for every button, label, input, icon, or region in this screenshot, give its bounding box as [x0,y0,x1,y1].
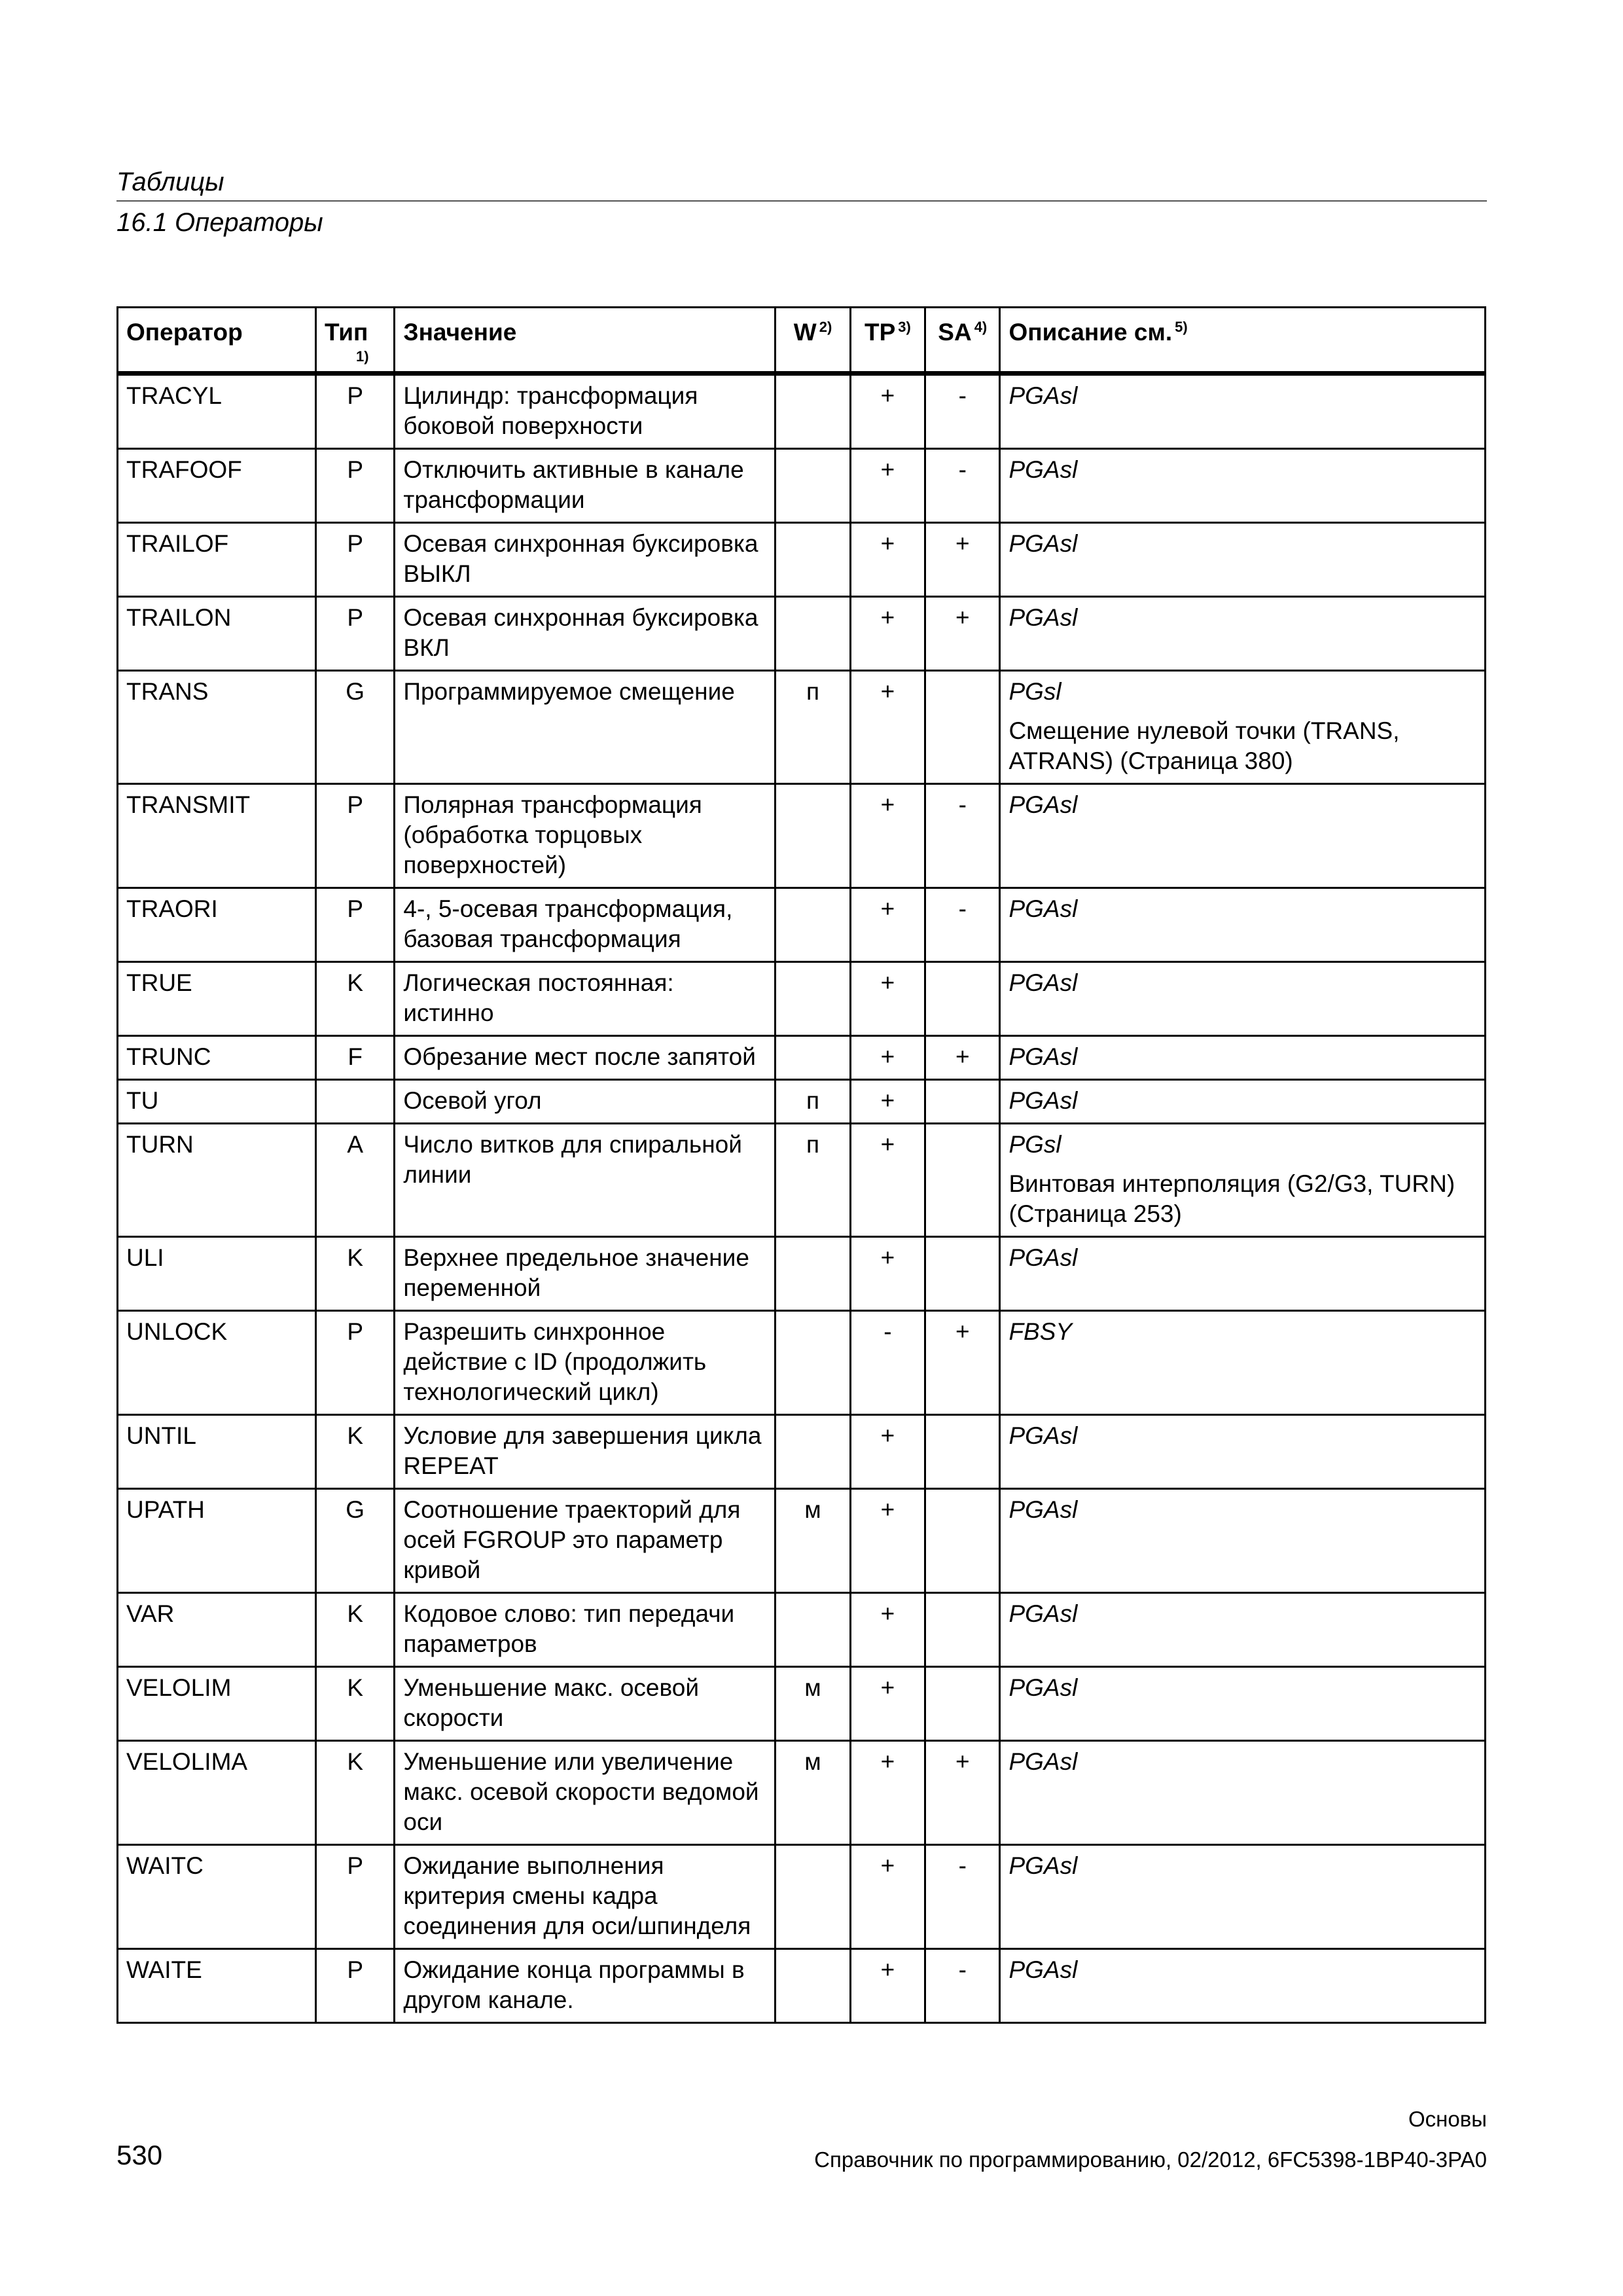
cell-tp: + [850,374,925,449]
col-desc-header [1000,308,1486,374]
table-row [118,784,1486,888]
cell-meaning: Осевая синхронная буксировка ВКЛ [395,597,776,671]
cell-description [1000,1489,1486,1593]
table-row [118,671,1486,784]
cell-w: п [776,1080,850,1124]
cell-meaning: Цилиндр: трансформация боковой поверхности [395,374,776,449]
description-link[interactable]: Смещение нулевой точки (TRANS, ATRANS) (Страница 380) [1008,717,1400,774]
description-ref: PGAsl [1008,530,1078,557]
cell-type [316,1080,395,1124]
table-row [118,1080,1486,1124]
description-ref: PGAsl [1008,1244,1078,1271]
cell-w: м [776,1741,850,1845]
cell-meaning: Логическая постоянная: истинно [395,962,776,1036]
cell-meaning: Осевая синхронная буксировка ВЫКЛ [395,523,776,597]
cell-sa: + [925,1741,1000,1845]
cell-w [776,1036,850,1080]
cell-operator: VELOLIM [118,1667,316,1741]
cell-type: K [316,962,395,1036]
col-desc-label: Описание см. [1008,319,1173,346]
cell-type: K [316,1237,395,1311]
cell-tp: + [850,888,925,962]
cell-description [1000,523,1486,597]
cell-meaning: Отключить активные в канале трансформации [395,449,776,523]
cell-meaning: Уменьшение макс. осевой скорости [395,1667,776,1741]
cell-type: K [316,1593,395,1667]
description-ref: PGsl [1008,1131,1061,1158]
cell-sa [925,1489,1000,1593]
table-row [118,1489,1486,1593]
col-meaning-label: Значение [403,319,517,346]
description-ref: PGAsl [1008,895,1078,922]
section-title: Таблицы [116,168,224,196]
cell-description [1000,1311,1486,1415]
cell-tp: + [850,1593,925,1667]
description-ref: PGAsl [1008,1748,1078,1775]
subsection-title: 16.1 Операторы [116,208,323,237]
cell-w: п [776,1124,850,1237]
cell-operator: ULI [118,1237,316,1311]
cell-w [776,1593,850,1667]
description-ref: PGAsl [1008,1043,1078,1070]
cell-description [1000,597,1486,671]
cell-operator: TRAORI [118,888,316,962]
cell-w [776,1949,850,2023]
cell-type: P [316,1845,395,1949]
col-type-label: Тип [325,319,368,346]
cell-meaning: Осевой угол [395,1080,776,1124]
cell-meaning: Программируемое смещение [395,671,776,784]
cell-tp: + [850,1741,925,1845]
col-w-header [776,308,850,374]
cell-operator: VELOLIMA [118,1741,316,1845]
table-row [118,888,1486,962]
cell-w [776,597,850,671]
col-operator-label: Оператор [126,319,243,346]
cell-sa: - [925,1845,1000,1949]
description-ref: PGsl [1008,678,1061,705]
description-ref: PGAsl [1008,1087,1078,1114]
cell-type: P [316,374,395,449]
cell-type: P [316,523,395,597]
cell-tp: + [850,1237,925,1311]
cell-type: P [316,1949,395,2023]
cell-type: K [316,1741,395,1845]
cell-meaning: Соотношение траекторий для осей FGROUP это параметр кривой [395,1489,776,1593]
cell-sa [925,1667,1000,1741]
cell-sa [925,962,1000,1036]
col-operator-header [118,308,316,374]
col-tp-label: TP [864,319,896,346]
cell-sa: - [925,1949,1000,2023]
cell-tp: + [850,1949,925,2023]
cell-description [1000,1237,1486,1311]
cell-sa [925,671,1000,784]
cell-sa: + [925,597,1000,671]
cell-sa: - [925,888,1000,962]
description-ref: PGAsl [1008,456,1078,483]
footer-doc-reference: Справочник по программированию, 02/2012, 6FC5398-1BP40-3PA0 [814,2147,1487,2172]
cell-type: P [316,888,395,962]
table-row [118,449,1486,523]
table-header-row [118,308,1486,374]
cell-w: п [776,671,850,784]
cell-description [1000,888,1486,962]
cell-tp: + [850,671,925,784]
cell-sa: + [925,1036,1000,1080]
cell-type: K [316,1415,395,1489]
table-row [118,374,1486,449]
cell-operator: WAITC [118,1845,316,1949]
cell-w [776,888,850,962]
cell-type: P [316,784,395,888]
cell-operator: UPATH [118,1489,316,1593]
cell-operator: TRAILOF [118,523,316,597]
description-ref: PGAsl [1008,382,1078,409]
description-ref: PGAsl [1008,969,1078,996]
table-row [118,597,1486,671]
cell-type: P [316,1311,395,1415]
cell-tp: + [850,1667,925,1741]
cell-description [1000,1080,1486,1124]
cell-operator: TRUE [118,962,316,1036]
cell-description [1000,1667,1486,1741]
cell-meaning: Полярная трансформация (обработка торцовых поверхностей) [395,784,776,888]
cell-type: P [316,597,395,671]
cell-operator: TURN [118,1124,316,1237]
cell-description [1000,1741,1486,1845]
cell-description [1000,449,1486,523]
cell-w [776,1237,850,1311]
description-ref: PGAsl [1008,1600,1078,1627]
cell-meaning: Кодовое слово: тип передачи параметров [395,1593,776,1667]
cell-type: F [316,1036,395,1080]
cell-tp: + [850,1124,925,1237]
cell-description [1000,962,1486,1036]
description-ref: PGAsl [1008,791,1078,818]
cell-tp: + [850,1080,925,1124]
footer-doc-title: Основы [1408,2107,1487,2131]
cell-w [776,1845,850,1949]
cell-w: м [776,1489,850,1593]
cell-sa [925,1237,1000,1311]
description-ref: PGAsl [1008,1422,1078,1449]
cell-meaning: 4-, 5-осевая трансформация, базовая трансформация [395,888,776,962]
col-sa-label: SA [938,319,972,346]
cell-w [776,1415,850,1489]
cell-tp: + [850,1845,925,1949]
cell-description [1000,1036,1486,1080]
table-row [118,962,1486,1036]
cell-tp: + [850,962,925,1036]
cell-sa: + [925,1311,1000,1415]
table-row [118,1036,1486,1080]
cell-meaning: Уменьшение или увеличение макс. осевой скорости ведомой оси [395,1741,776,1845]
cell-type: G [316,1489,395,1593]
cell-w [776,1311,850,1415]
col-meaning-header [395,308,776,374]
col-type-footnote: 1) [356,348,369,365]
cell-operator: VAR [118,1593,316,1667]
table-row [118,1845,1486,1949]
cell-tp: - [850,1311,925,1415]
cell-operator: UNLOCK [118,1311,316,1415]
cell-type: G [316,671,395,784]
cell-tp: + [850,597,925,671]
cell-description [1000,1593,1486,1667]
table-row [118,1667,1486,1741]
description-ref: PGAsl [1008,1674,1078,1701]
description-ref: FBSY [1008,1318,1073,1345]
cell-operator: UNTIL [118,1415,316,1489]
cell-type: K [316,1667,395,1741]
table-row [118,1415,1486,1489]
description-ref: PGAsl [1008,1496,1078,1523]
cell-tp: + [850,784,925,888]
cell-description [1000,1124,1486,1237]
cell-sa [925,1593,1000,1667]
table-row [118,1741,1486,1845]
description-link[interactable]: Винтовая интерполяция (G2/G3, TURN) (Страница 253) [1008,1170,1455,1227]
table-row [118,1124,1486,1237]
cell-w [776,962,850,1036]
col-w-label: W [793,319,817,346]
cell-type: A [316,1124,395,1237]
cell-tp: + [850,449,925,523]
cell-meaning: Условие для завершения цикла REPEAT [395,1415,776,1489]
cell-w [776,449,850,523]
col-desc-footnote: 5) [1175,318,1188,335]
cell-sa: - [925,374,1000,449]
cell-operator: TU [118,1080,316,1124]
page-number: 530 [116,2140,163,2170]
table-row [118,1311,1486,1415]
description-ref: PGAsl [1008,1852,1078,1879]
cell-meaning: Верхнее предельное значение переменной [395,1237,776,1311]
cell-w [776,374,850,449]
cell-description [1000,671,1486,784]
cell-meaning: Число витков для спиральной линии [395,1124,776,1237]
col-w-footnote: 2) [819,318,832,335]
cell-description [1000,1415,1486,1489]
cell-operator: TRAILON [118,597,316,671]
col-tp-header [850,308,925,374]
cell-tp: + [850,1036,925,1080]
cell-sa [925,1080,1000,1124]
cell-tp: + [850,523,925,597]
cell-operator: TRACYL [118,374,316,449]
col-sa-header [925,308,1000,374]
cell-operator: TRANSMIT [118,784,316,888]
cell-description [1000,1949,1486,2023]
cell-sa [925,1415,1000,1489]
cell-w: м [776,1667,850,1741]
cell-sa: - [925,449,1000,523]
cell-tp: + [850,1489,925,1593]
table-row [118,1949,1486,2023]
cell-meaning: Обрезание мест после запятой [395,1036,776,1080]
header-rule [116,200,1487,202]
cell-operator: TRANS [118,671,316,784]
cell-operator: TRAFOOF [118,449,316,523]
cell-sa [925,1124,1000,1237]
col-type-header [316,308,395,374]
col-tp-footnote: 3) [898,318,911,335]
cell-w [776,784,850,888]
cell-meaning: Ожидание выполнения критерия смены кадра соединения для оси/шпинделя [395,1845,776,1949]
cell-operator: WAITE [118,1949,316,2023]
cell-meaning: Ожидание конца программы в другом канале. [395,1949,776,2023]
description-ref: PGAsl [1008,604,1078,631]
cell-operator: TRUNC [118,1036,316,1080]
table-row [118,1593,1486,1667]
cell-description [1000,784,1486,888]
cell-sa: + [925,523,1000,597]
table-row [118,1237,1486,1311]
cell-type: P [316,449,395,523]
cell-meaning: Разрешить синхронное действие с ID (продолжить технологический цикл) [395,1311,776,1415]
cell-tp: + [850,1415,925,1489]
cell-w [776,523,850,597]
operators-table [116,306,1486,2024]
cell-sa: - [925,784,1000,888]
table-row [118,523,1486,597]
cell-description [1000,374,1486,449]
description-ref: PGAsl [1008,1956,1078,1983]
col-sa-footnote: 4) [974,318,988,335]
cell-description [1000,1845,1486,1949]
